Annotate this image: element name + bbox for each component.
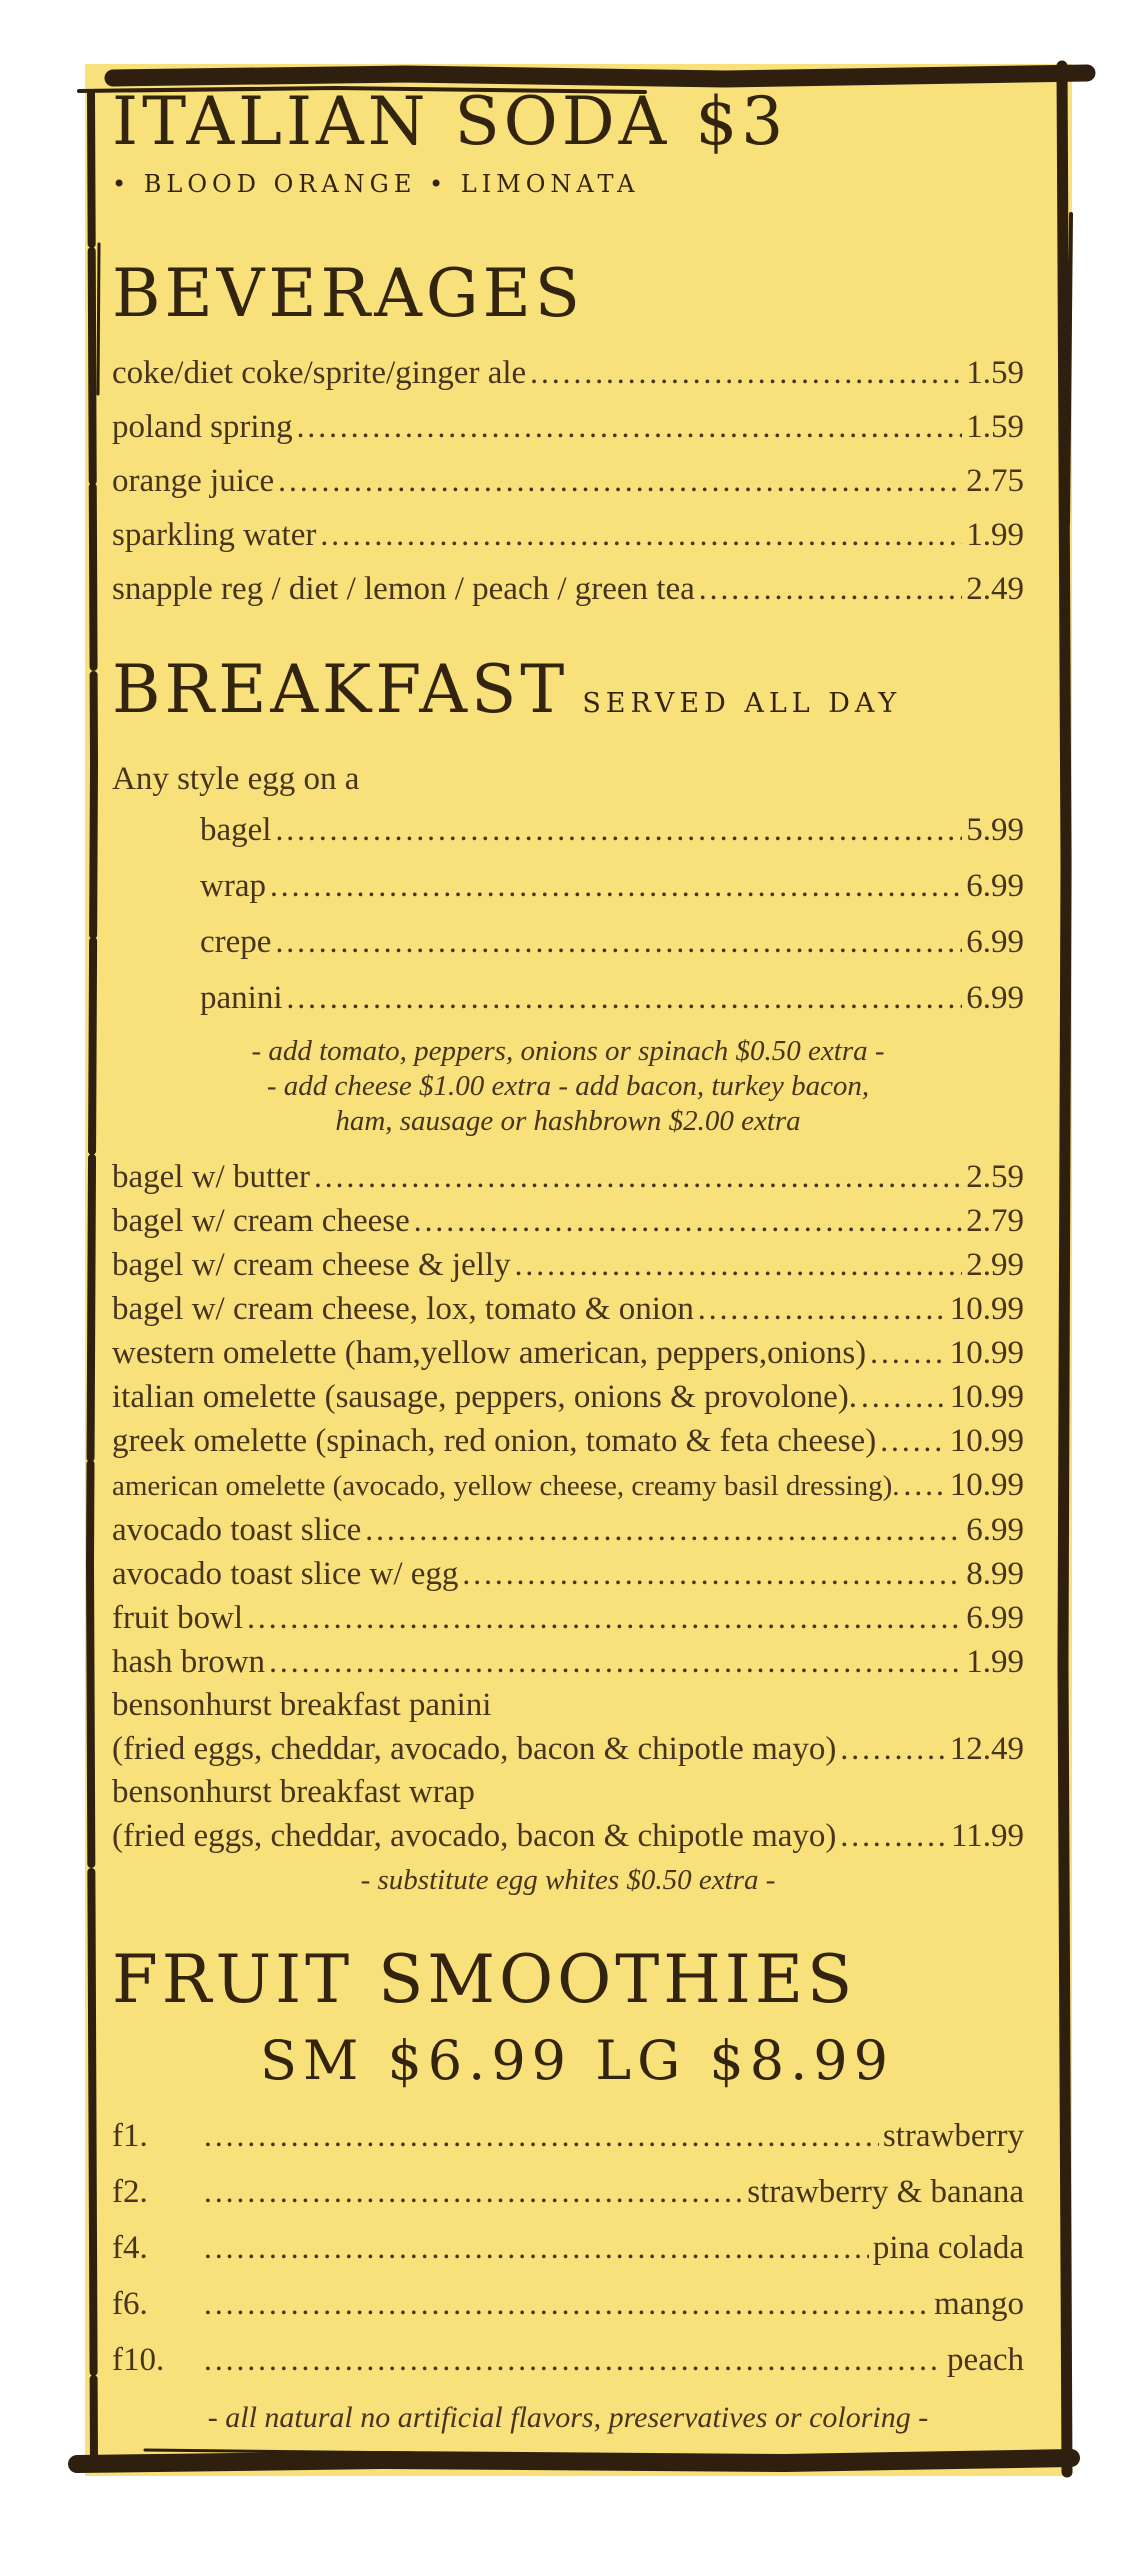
item-name: panini bbox=[200, 980, 283, 1016]
item-price: 5.99 bbox=[966, 812, 1024, 848]
smoothie-number: f2. bbox=[112, 2174, 148, 2210]
item-price: 11.99 bbox=[950, 1818, 1024, 1854]
dot-leader bbox=[204, 2276, 930, 2332]
item-price: 2.79 bbox=[966, 1203, 1024, 1239]
breakfast-title-text: BREAKFAST bbox=[112, 651, 569, 728]
item-name: sparkling water bbox=[112, 517, 317, 553]
item-name: poland spring bbox=[112, 409, 293, 445]
menu-item-row bbox=[112, 1243, 1024, 1287]
dot-leader bbox=[320, 508, 962, 562]
menu-item-row bbox=[112, 1199, 1024, 1243]
item-name: bensonhurst breakfast panini bbox=[112, 1687, 492, 1723]
dot-leader bbox=[870, 1331, 946, 1375]
smoothie-number: f1. bbox=[112, 2118, 148, 2154]
menu-item-row bbox=[112, 1684, 1024, 1727]
dot-leader bbox=[530, 346, 962, 400]
item-name: bagel w/ cream cheese & jelly bbox=[112, 1247, 511, 1283]
menu-item-row bbox=[112, 562, 1024, 616]
dot-leader bbox=[699, 562, 962, 616]
item-price: 2.75 bbox=[966, 463, 1024, 499]
menu-item-row bbox=[112, 1419, 1024, 1463]
item-price: 10.99 bbox=[949, 1335, 1024, 1371]
dot-leader bbox=[515, 1243, 963, 1287]
breakfast-subtitle: SERVED ALL DAY bbox=[582, 688, 902, 719]
smoothie-flavor: strawberry & banana bbox=[747, 2174, 1024, 2210]
menu-item-row bbox=[112, 1331, 1024, 1375]
dot-leader bbox=[247, 1596, 962, 1640]
smoothie-number: f4. bbox=[112, 2230, 148, 2266]
note-line: - add tomato, peppers, onions or spinach $0.50 extra - bbox=[251, 1035, 885, 1067]
item-price: 6.99 bbox=[966, 868, 1024, 904]
dot-leader bbox=[840, 1814, 947, 1858]
item-price: 2.59 bbox=[966, 1159, 1024, 1195]
menu-item-row bbox=[112, 1463, 1024, 1508]
menu-item-row bbox=[112, 400, 1024, 454]
item-price: 12.49 bbox=[949, 1731, 1024, 1767]
smoothie-number: f10. bbox=[112, 2342, 165, 2378]
dot-leader bbox=[840, 1727, 945, 1771]
item-name: american omelette (avocado, yellow cheese, creamy basil dressing). bbox=[112, 1470, 900, 1502]
item-name: bagel w/ cream cheese, lox, tomato & onion bbox=[112, 1291, 694, 1327]
section-title-beverages: BEVERAGES bbox=[112, 255, 584, 332]
smoothie-flavor: peach bbox=[947, 2342, 1024, 2378]
dot-leader bbox=[278, 454, 962, 508]
item-name: greek omelette (spinach, red onion, tomato & feta cheese) bbox=[112, 1423, 877, 1459]
menu-item-row bbox=[112, 802, 1024, 858]
menu-item-row bbox=[112, 2164, 1024, 2220]
breakfast-list bbox=[112, 1155, 1024, 1858]
menu-item-row bbox=[112, 1771, 1024, 1814]
dot-leader bbox=[314, 1155, 962, 1199]
menu-item-row bbox=[112, 1155, 1024, 1199]
dot-leader bbox=[269, 1640, 962, 1684]
smoothies-footer-note: - all natural no artificial flavors, preservatives or coloring - bbox=[207, 2401, 929, 2434]
dot-leader bbox=[861, 1375, 946, 1419]
smoothie-number: f6. bbox=[112, 2286, 148, 2322]
dot-leader bbox=[270, 858, 962, 914]
note-line: ham, sausage or hashbrown $2.00 extra bbox=[335, 1105, 801, 1137]
egg-whites-note: - substitute egg whites $0.50 extra - bbox=[360, 1864, 776, 1896]
item-price: 1.59 bbox=[966, 355, 1024, 391]
italian-soda-flavors: • BLOOD ORANGE • LIMONATA bbox=[112, 170, 640, 198]
item-detail: (fried eggs, cheddar, avocado, bacon & chipotle mayo) bbox=[112, 1731, 837, 1767]
item-price: 6.99 bbox=[966, 924, 1024, 960]
menu-item-row bbox=[112, 2276, 1024, 2332]
menu-item-row bbox=[112, 1596, 1024, 1640]
smoothie-size-prices: SM $6.99 LG $8.99 bbox=[260, 2029, 894, 2092]
item-price: 1.59 bbox=[966, 409, 1024, 445]
menu-item-row bbox=[112, 508, 1024, 562]
dot-leader bbox=[414, 1199, 963, 1243]
item-name: western omelette (ham,yellow american, peppers,onions) bbox=[112, 1335, 867, 1371]
item-name: orange juice bbox=[112, 463, 275, 499]
menu-item-row bbox=[112, 1508, 1024, 1552]
egg-styles-list bbox=[112, 802, 1024, 1026]
menu-item-row bbox=[112, 914, 1024, 970]
item-detail: (fried eggs, cheddar, avocado, bacon & chipotle mayo) bbox=[112, 1818, 837, 1854]
item-price: 1.99 bbox=[966, 517, 1024, 553]
smoothie-flavor: mango bbox=[934, 2286, 1024, 2322]
item-price: 10.99 bbox=[949, 1291, 1024, 1327]
item-price: 10.99 bbox=[949, 1467, 1024, 1503]
menu-card bbox=[85, 64, 1072, 2476]
item-name: bagel w/ butter bbox=[112, 1159, 310, 1195]
menu-item-row bbox=[112, 1287, 1024, 1331]
smoothies-list bbox=[112, 2108, 1024, 2388]
item-name: coke/diet coke/sprite/ginger ale bbox=[112, 355, 527, 391]
dot-leader bbox=[286, 970, 962, 1026]
dot-leader bbox=[275, 914, 962, 970]
item-name: crepe bbox=[200, 924, 272, 960]
dot-leader bbox=[698, 1287, 946, 1331]
smoothie-flavor: strawberry bbox=[882, 2118, 1024, 2154]
menu-content bbox=[85, 64, 1072, 2476]
dot-leader bbox=[204, 2108, 879, 2164]
dot-leader bbox=[365, 1508, 962, 1552]
item-price: 6.99 bbox=[966, 1600, 1024, 1636]
menu-item-detail-row bbox=[112, 1727, 1024, 1771]
item-name: hash brown bbox=[112, 1644, 266, 1680]
menu-item-row bbox=[112, 1375, 1024, 1419]
menu-item-row bbox=[112, 2332, 1024, 2388]
item-price: 6.99 bbox=[966, 1512, 1024, 1548]
dot-leader bbox=[462, 1552, 962, 1596]
section-title-italian-soda: ITALIAN SODA $3 bbox=[112, 83, 788, 160]
egg-intro: Any style egg on a bbox=[112, 761, 360, 797]
egg-extras-notes bbox=[112, 1034, 1024, 1139]
dot-leader bbox=[297, 400, 963, 454]
item-name: bagel bbox=[200, 812, 272, 848]
menu-item-row bbox=[112, 2108, 1024, 2164]
menu-item-row bbox=[112, 346, 1024, 400]
item-name: snapple reg / diet / lemon / peach / green tea bbox=[112, 571, 695, 607]
menu-item-detail-row bbox=[112, 1814, 1024, 1858]
dot-leader bbox=[275, 802, 962, 858]
dot-leader bbox=[204, 2164, 743, 2220]
dot-leader bbox=[204, 2332, 943, 2388]
item-name: bagel w/ cream cheese bbox=[112, 1203, 410, 1239]
menu-item-row bbox=[112, 1640, 1024, 1684]
item-price: 8.99 bbox=[966, 1556, 1024, 1592]
item-price: 2.99 bbox=[966, 1247, 1024, 1283]
item-name: bensonhurst breakfast wrap bbox=[112, 1774, 475, 1810]
section-title-breakfast bbox=[112, 652, 1024, 742]
item-price: 1.99 bbox=[966, 1644, 1024, 1680]
item-price: 6.99 bbox=[966, 980, 1024, 1016]
section-title-fruit-smoothies: FRUIT SMOOTHIES bbox=[112, 1941, 857, 2018]
item-name: wrap bbox=[200, 868, 266, 904]
dot-leader bbox=[880, 1419, 946, 1463]
menu-item-row bbox=[112, 858, 1024, 914]
dot-leader bbox=[204, 2220, 869, 2276]
item-name: avocado toast slice w/ egg bbox=[112, 1556, 459, 1592]
item-name: fruit bowl bbox=[112, 1600, 244, 1636]
item-name: italian omelette (sausage, peppers, onions & provolone). bbox=[112, 1379, 858, 1415]
menu-item-row bbox=[112, 970, 1024, 1026]
beverages-list bbox=[112, 346, 1024, 616]
menu-item-row bbox=[112, 1552, 1024, 1596]
smoothie-flavor: pina colada bbox=[872, 2230, 1024, 2266]
item-price: 10.99 bbox=[949, 1379, 1024, 1415]
item-name: avocado toast slice bbox=[112, 1512, 362, 1548]
dot-leader bbox=[904, 1463, 946, 1507]
note-line: - add cheese $1.00 extra - add bacon, turkey bacon, bbox=[266, 1070, 870, 1102]
menu-item-row bbox=[112, 2220, 1024, 2276]
item-price: 10.99 bbox=[949, 1423, 1024, 1459]
menu-item-row bbox=[112, 454, 1024, 508]
item-price: 2.49 bbox=[966, 571, 1024, 607]
